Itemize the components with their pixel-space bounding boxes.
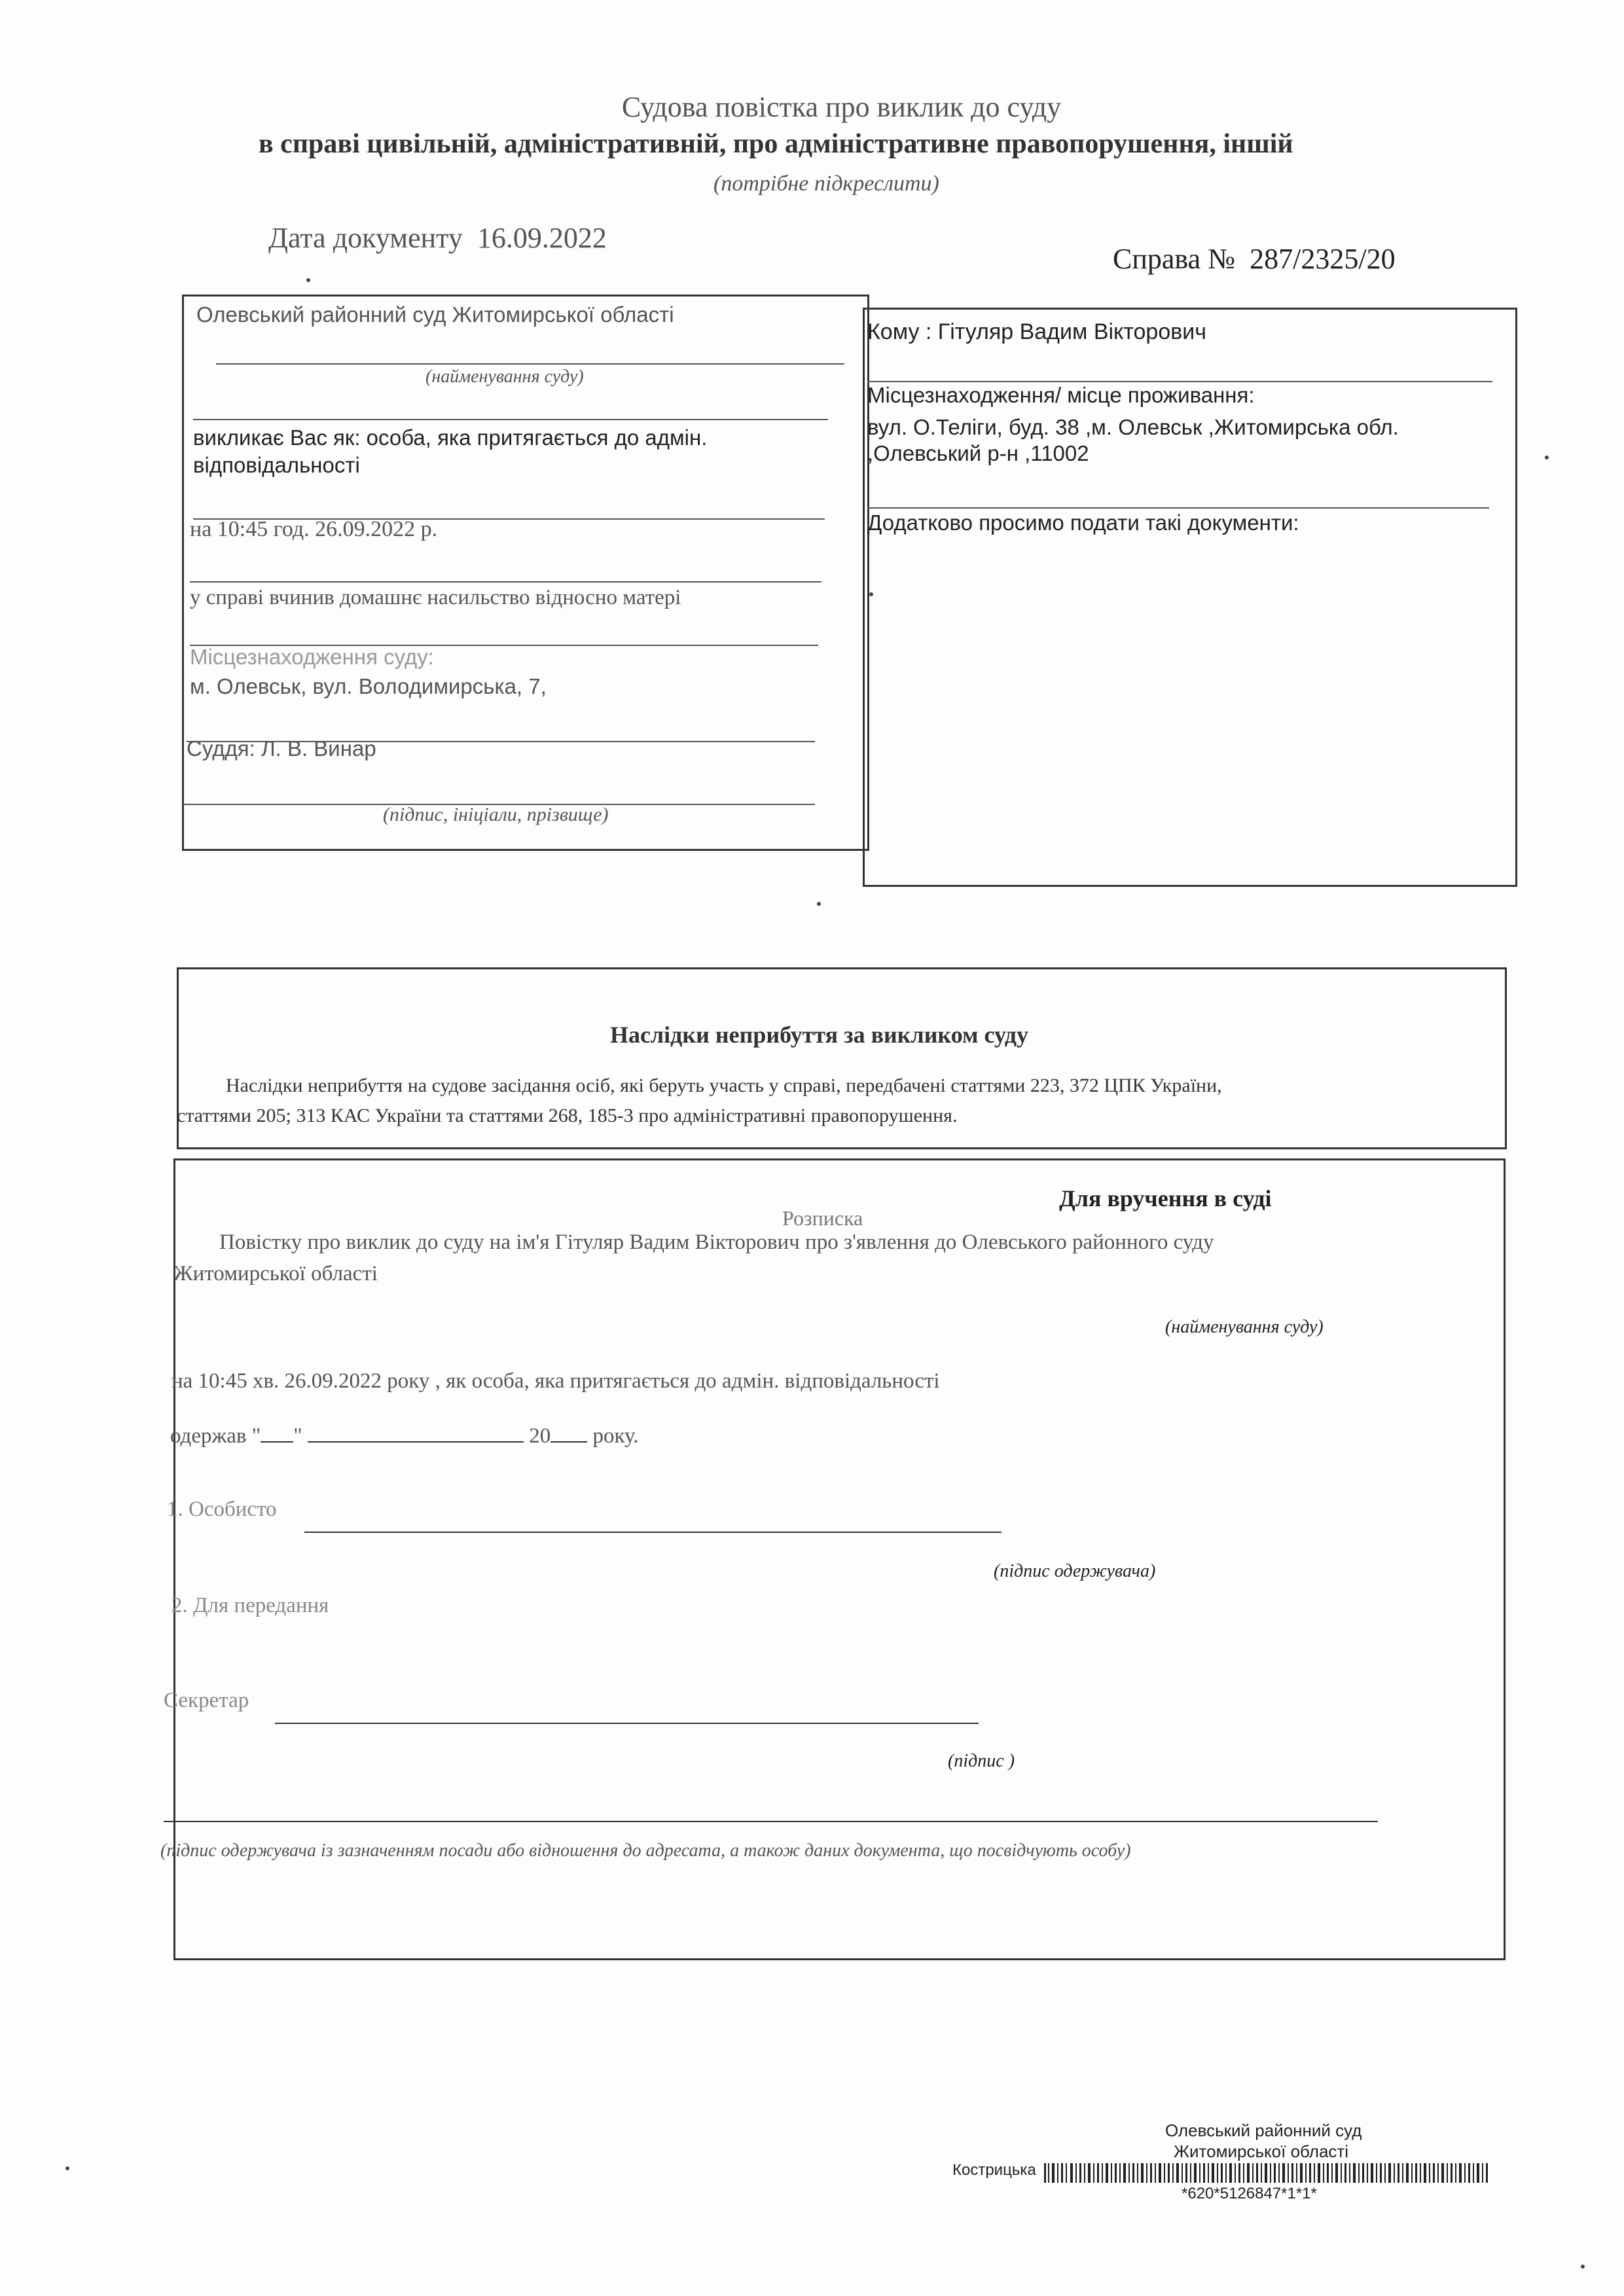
personally-label: 1. Особисто <box>167 1498 277 1521</box>
received-line <box>170 1419 639 1448</box>
document-title: Судова повістка про виклик до суду <box>621 91 1062 123</box>
documents-label: Додатково просимо подати такі документи: <box>867 511 1299 535</box>
secretary-label: Секретар <box>164 1689 249 1712</box>
court-location-label: Місцезнаходження суду: <box>190 645 434 669</box>
receipt-time: на 10:45 хв. 26.09.2022 року , як особа, яка притягається до адмін. відповідальності <box>171 1369 940 1393</box>
consequences-title: Наслідки неприбуття за викликом суду <box>610 1022 1028 1048</box>
secretary-signature-line[interactable] <box>275 1723 979 1724</box>
scan-speck <box>817 902 821 906</box>
date-value: 16.09.2022 <box>477 222 607 254</box>
bottom-caption: (підпис одержувача із зазначенням посади або відношення до адресата, а також даних документа, що посвідчують особу) <box>160 1840 1131 1861</box>
recipient: Кому : Гітуляр Вадим Вікторович <box>867 319 1207 344</box>
date-label: Дата документу <box>268 222 463 254</box>
recipient-signature-caption: (підпис одержувача) <box>994 1561 1156 1581</box>
document-subtitle: в справі цивільній, адміністративній, про адміністративне правопорушення, іншій <box>259 129 1293 159</box>
barcode-number: *620*5126847*1*1* <box>1182 2185 1317 2202</box>
hearing-time: на 10:45 год. 26.09.2022 р. <box>190 517 438 541</box>
case-number-value: 287/2325/20 <box>1250 243 1396 275</box>
scan-speck <box>306 278 310 282</box>
divider <box>216 363 844 365</box>
scan-speck <box>869 592 873 596</box>
court-location-value: м. Олевськ, вул. Володимирська, 7, <box>190 674 547 698</box>
underline-note: (потрібне підкреслити) <box>713 171 939 196</box>
bottom-signature-line[interactable] <box>164 1821 1378 1822</box>
for-court-label: Для вручення в суді <box>1059 1185 1272 1211</box>
court-name-caption: (найменування суду) <box>425 367 584 387</box>
divider <box>867 507 1489 509</box>
received-suffix: року. <box>592 1424 639 1448</box>
scan-speck <box>65 2166 69 2170</box>
address-line1: вул. О.Теліги, буд. 38 ,м. Олевськ ,Житомирська обл. <box>867 415 1399 439</box>
year-blank[interactable] <box>550 1419 587 1443</box>
stamp-court-line2: Житомирської області <box>1174 2142 1349 2161</box>
personally-signature-line[interactable] <box>304 1532 1001 1533</box>
received-mid: " <box>293 1424 302 1448</box>
transfer-label: 2. Для передання <box>171 1594 329 1617</box>
case-number <box>1113 242 1396 276</box>
receipt-court-caption: (найменування суду) <box>1165 1317 1324 1337</box>
consequences-text-line2: статтями 205; 313 КАС України та статтями 268, 185-3 про адміністративні правопорушення. <box>177 1105 958 1126</box>
court-name: Олевський районний суд Житомирської області <box>196 302 674 327</box>
judge-caption: (підпис, ініціали, прізвище) <box>383 804 609 825</box>
case-label: Справа № <box>1113 243 1236 275</box>
clerk-name: Кострицька <box>952 2161 1036 2179</box>
received-prefix: одержав " <box>170 1424 261 1448</box>
stamp-court-line1: Олевський районний суд <box>1165 2121 1362 2140</box>
consequences-text-line1: Наслідки неприбуття на судове засідання осіб, які беруть участь у справі, передбачені статтями 223, 372 ЦПК України, <box>226 1075 1222 1096</box>
address-line2: ,Олевський р-н ,11002 <box>867 441 1089 465</box>
case-subject: у справі вчинив домашнє насильство відносно матері <box>190 586 681 609</box>
judge: Суддя: Л. В. Винар <box>187 736 376 761</box>
summons-as-line2: відповідальності <box>193 453 360 477</box>
day-blank[interactable] <box>261 1419 293 1443</box>
barcode <box>1044 2163 1489 2183</box>
address-label: Місцезнаходження/ місце проживання: <box>867 383 1255 407</box>
document-date <box>268 221 607 255</box>
month-blank[interactable] <box>308 1419 524 1443</box>
scan-speck <box>1581 2265 1585 2269</box>
receipt-text-line1: Повістку про виклик до суду на ім'я Гітуляр Вадим Вікторович про з'явлення до Олевського районного суду <box>219 1230 1214 1254</box>
receipt-title: Розписка <box>782 1206 863 1230</box>
divider <box>190 581 821 583</box>
scan-speck <box>1545 456 1549 459</box>
received-year: 20 <box>529 1424 551 1448</box>
summons-as-line1: викликає Вас як: особа, яка притягається до адмін. <box>193 425 708 450</box>
receipt-text-line2: Житомирської області <box>173 1262 378 1285</box>
signature-caption: (підпис ) <box>948 1751 1015 1771</box>
divider <box>193 419 828 420</box>
divider <box>867 381 1492 382</box>
